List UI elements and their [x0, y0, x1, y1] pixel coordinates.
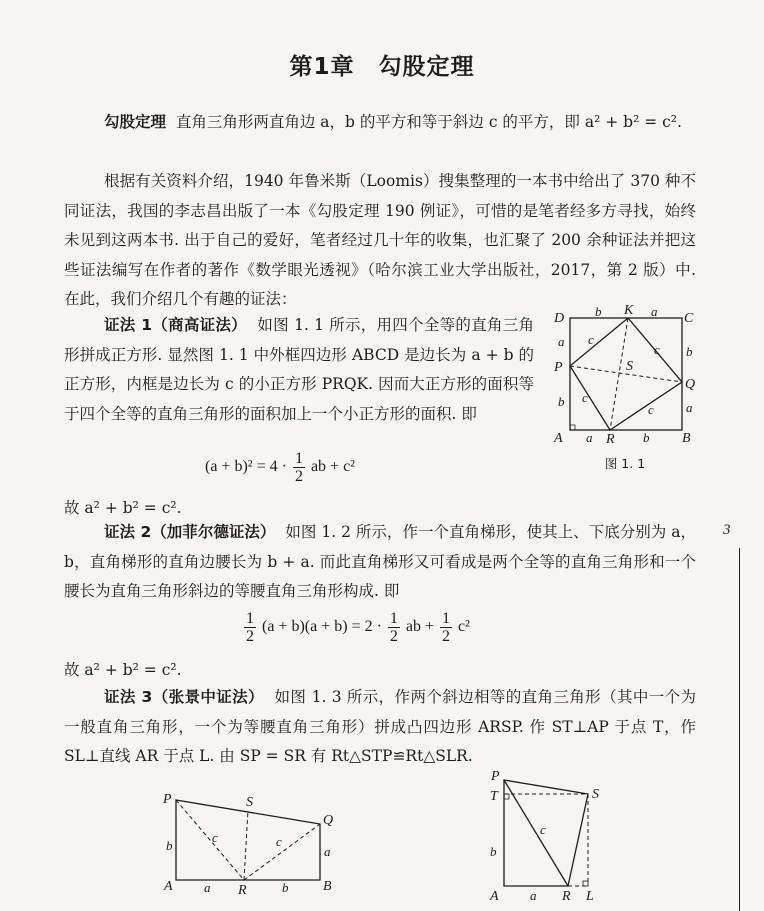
- fig2-label-s: S: [246, 795, 253, 810]
- proof2-frac3-den: 2: [442, 628, 451, 645]
- proof1-frac-num: 1: [294, 450, 303, 467]
- fig1-label-a: A: [554, 431, 563, 444]
- fig2-side-b: b: [166, 838, 173, 853]
- fig1-label-s: S: [626, 359, 633, 374]
- figure-1-2: [160, 786, 350, 911]
- fig2-label-a: A: [164, 879, 173, 894]
- proof2-frac3: [440, 610, 452, 645]
- fig1-side-a-right: a: [686, 400, 693, 415]
- proof1-fraction: [293, 450, 305, 485]
- fig3-side-b: b: [490, 844, 497, 859]
- proof1-text: 如图 1. 1 所示，用四个全等的直角三角形拼成正方形. 显然图 1. 1 中外框四边形 ABCD 是边长为 a + b 的正方形，内框是边长为 c 的小正方形 PRQK. 因而大正方形的面积等于四个全等的直角三角形的面积加上一个小正方形的面积. 即: [64, 316, 535, 423]
- proof3-paragraph: [64, 683, 696, 772]
- fig3-label-a: A: [490, 889, 499, 904]
- fig1-label-q: Q: [685, 377, 696, 392]
- proof2-formula-end: c²: [458, 618, 470, 636]
- proof2-frac2-num: 1: [389, 610, 398, 627]
- intro-paragraph: 根据有关资料介绍，1940 年鲁米斯（Loomis）搜集整理的一本书中给出了 370 种不同证法，我国的李志昌出版了一本《勾股定理 190 例证》，可惜的是笔者经多方寻找，始终未见到这两本书. 出于自己的爱好，笔者经过几十年的收集，也汇聚了 200 余种证法并把这些证法编写在作者的著作《数学眼光透视》（哈尔滨工业大学出版社，2017，第 2 版）中. 在此，我们介绍几个有趣的证法：: [64, 172, 696, 308]
- fig2-label-b: B: [323, 879, 332, 894]
- fig2-label-p: P: [163, 792, 172, 807]
- proof2-frac1: [244, 610, 256, 645]
- fig1-side-b-left: b: [558, 394, 565, 409]
- fig3-label-s: S: [592, 787, 599, 802]
- proof2-formula: [242, 610, 470, 645]
- fig1-hyp-c2: c: [654, 342, 660, 357]
- quadrilateral-arsp: [504, 780, 588, 886]
- fig1-side-a-left: a: [558, 334, 565, 349]
- proof2-label: 证法 2（加菲尔德证法）: [104, 523, 276, 541]
- fig1-side-b-right: b: [686, 344, 693, 359]
- fig2-hyp-c2: c: [276, 834, 282, 849]
- figure-1-3: [480, 768, 620, 911]
- proof2-formula-mid: (a + b)(a + b) = 2 ·: [262, 618, 382, 636]
- segment-pr: [504, 780, 568, 886]
- fig2-label-r: R: [238, 883, 247, 898]
- proof2-conclusion: 故 a² + b² = c².: [64, 661, 182, 679]
- fig3-label-l: L: [586, 889, 594, 904]
- segment-pr: [176, 800, 244, 880]
- proof2-formula-mid2: ab +: [405, 618, 435, 636]
- diagonal-kr: [610, 318, 628, 430]
- proof2-frac3-num: 1: [442, 610, 451, 627]
- fig1-label-c: C: [684, 311, 694, 326]
- fig2-bottom-a: a: [204, 880, 211, 895]
- fig2-hyp-c1: c: [212, 830, 218, 845]
- fig1-label-k: K: [624, 303, 634, 318]
- fig2-label-q: Q: [323, 813, 334, 828]
- fig2-side-a: a: [324, 844, 331, 859]
- page-margin-line: [739, 548, 740, 911]
- fig1-side-b-top: b: [595, 304, 602, 319]
- proof1-frac-den: 2: [294, 468, 303, 485]
- fig1-side-a-top: a: [651, 304, 658, 319]
- fig1-label-r: R: [606, 432, 615, 444]
- proof1-label: 证法 1（商高证法）: [104, 316, 247, 334]
- theorem-paragraph: [64, 108, 696, 138]
- fig3-label-t: T: [490, 789, 498, 804]
- fig1-label-p: P: [554, 360, 563, 375]
- proof2-frac2: [388, 610, 400, 645]
- fig3-label-r: R: [562, 889, 571, 904]
- proof2-paragraph: [64, 518, 696, 607]
- figure-1-1: [548, 302, 698, 444]
- proof1-conclusion: 故 a² + b² = c².: [64, 499, 182, 517]
- fig3-side-a: a: [530, 888, 537, 903]
- fig2-bottom-b: b: [282, 880, 289, 895]
- proof2-frac1-num: 1: [246, 610, 254, 627]
- proof1-paragraph: [64, 311, 534, 429]
- proof2-frac2-den: 2: [389, 628, 398, 645]
- fig1-hyp-c3: c: [582, 390, 588, 405]
- chapter-title: 第1章 勾股定理: [289, 54, 475, 80]
- theorem-label: 勾股定理: [104, 113, 167, 131]
- fig3-label-p: P: [491, 769, 500, 784]
- segment-rs: [244, 810, 248, 880]
- trapezoid-abqp: [176, 800, 320, 880]
- page-number: 3: [723, 522, 731, 538]
- proof3-text: 如图 1. 3 所示，作两个斜边相等的直角三角形（其中一个为一般直角三角形，一个为等腰直角三角形）拼成凸四边形 ARSP. 作 ST⊥AP 于点 T，作 SL⊥直线 AR 于点 L. 由 SP = SR 有 Rt△STP≌Rt△SLR.: [64, 688, 696, 765]
- proof1-formula: [205, 450, 355, 485]
- segment-rq: [244, 824, 320, 880]
- fig3-hyp-c: c: [540, 822, 546, 837]
- fig1-hyp-c1: c: [588, 332, 594, 347]
- fig1-label-d: D: [554, 311, 565, 326]
- proof3-label: 证法 3（张景中证法）: [104, 688, 264, 706]
- proof2-frac1-den: 2: [246, 628, 254, 645]
- proof1-formula-left: (a + b)² = 4 ·: [205, 458, 287, 476]
- proof2-text: 如图 1. 2 所示，作一个直角梯形，使其上、下底分别为 a，b，直角梯形的直角边腰长为 b + a. 而此直角梯形又可看成是两个全等的直角三角形和一个腰长为直角三角形斜边的等腰直角三角形构成. 即: [64, 523, 697, 600]
- proof1-formula-right: ab + c²: [310, 458, 355, 476]
- fig1-hyp-c4: c: [648, 402, 654, 417]
- theorem-text: 直角三角形两直角边 a，b 的平方和等于斜边 c 的平方，即 a² + b² = c².: [175, 113, 682, 131]
- fig1-label-b: B: [682, 431, 691, 444]
- fig1-side-b-bottom: b: [643, 430, 650, 444]
- fig1-side-a-bottom: a: [586, 430, 593, 444]
- figure-1-1-caption: 图 1. 1: [604, 456, 646, 471]
